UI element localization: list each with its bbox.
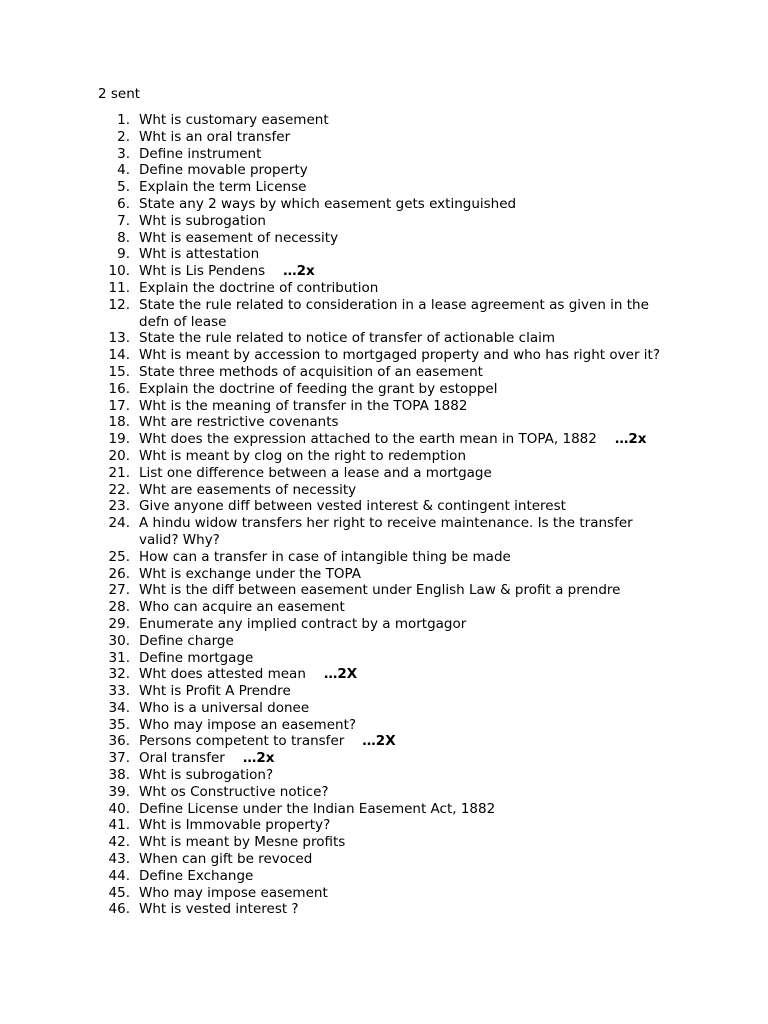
question-number: 36. xyxy=(108,733,130,750)
question-text: Define Exchange xyxy=(139,867,254,884)
question-number: 15. xyxy=(108,363,130,380)
question-text: A hindu widow transfers her right to receive maintenance. Is the transfer valid? Why? xyxy=(139,515,633,548)
question-number: 1. xyxy=(117,112,130,128)
question-number: 42. xyxy=(108,834,130,851)
question-number: 29. xyxy=(108,615,130,632)
question-number: 34. xyxy=(108,699,130,716)
question-text: Persons competent to transfer xyxy=(139,733,345,750)
question-number: 32. xyxy=(108,666,130,683)
question-text: Wht is easement of necessity xyxy=(139,229,339,246)
question-text-block xyxy=(139,549,669,566)
question-text-block xyxy=(139,381,669,398)
list-item xyxy=(0,717,768,734)
question-number: 7. xyxy=(117,212,130,229)
question-number: 5. xyxy=(117,179,130,196)
question-number: 11. xyxy=(108,279,130,296)
question-number: 30. xyxy=(108,632,130,649)
list-item xyxy=(0,263,768,280)
list-item xyxy=(0,733,768,750)
question-text-block xyxy=(139,633,669,650)
question-text-block xyxy=(139,834,669,851)
question-number: 38. xyxy=(108,767,130,784)
question-text: Wht is customary easement xyxy=(139,112,329,128)
question-number: 40. xyxy=(108,800,130,817)
question-text: State the rule related to notice of transfer of actionable claim xyxy=(139,330,555,347)
repeat-count-tag: …2x xyxy=(283,263,315,280)
question-text: Define movable property xyxy=(139,162,308,179)
question-text: Explain the term License xyxy=(139,179,307,196)
question-text-block xyxy=(139,750,669,767)
list-item xyxy=(0,398,768,415)
list-item xyxy=(0,297,768,331)
question-text: Who is a universal donee xyxy=(139,699,310,716)
question-number: 28. xyxy=(108,599,130,616)
question-text-block xyxy=(139,498,669,515)
question-text-block xyxy=(139,733,669,750)
question-text-block xyxy=(139,179,669,196)
list-item xyxy=(0,582,768,599)
question-text: Give anyone diff between vested interest & contingent interest xyxy=(139,498,566,515)
question-text: State the rule related to consideration in a lease agreement as given in the defn of lease xyxy=(139,296,649,330)
question-text-block xyxy=(139,213,669,230)
list-item xyxy=(0,515,768,549)
question-number: 43. xyxy=(108,851,130,868)
question-number: 3. xyxy=(117,145,130,162)
list-item xyxy=(0,112,768,129)
list-item xyxy=(0,666,768,683)
question-text: Wht is Immovable property? xyxy=(139,817,331,834)
list-item xyxy=(0,498,768,515)
question-number: 26. xyxy=(108,565,130,582)
list-item xyxy=(0,834,768,851)
question-text: State three methods of acquisition of an easement xyxy=(139,363,483,380)
question-text-block xyxy=(139,398,669,415)
question-number: 17. xyxy=(108,397,130,414)
list-item xyxy=(0,246,768,263)
question-list xyxy=(0,112,768,918)
question-number: 39. xyxy=(108,783,130,800)
question-number: 22. xyxy=(108,481,130,498)
list-item xyxy=(0,767,768,784)
question-number: 23. xyxy=(108,498,130,515)
question-text-block xyxy=(139,817,669,834)
question-number: 33. xyxy=(108,683,130,700)
question-text-block xyxy=(139,465,669,482)
question-number: 9. xyxy=(117,246,130,263)
question-text: Who can acquire an easement xyxy=(139,599,345,616)
list-item xyxy=(0,179,768,196)
question-text-block xyxy=(139,901,669,918)
question-text-block xyxy=(139,263,669,280)
list-item xyxy=(0,196,768,213)
list-item xyxy=(0,650,768,667)
question-text: Define charge xyxy=(139,632,234,649)
question-number: 25. xyxy=(108,548,130,565)
question-text-block xyxy=(139,801,669,818)
list-item xyxy=(0,683,768,700)
question-number: 31. xyxy=(108,649,130,666)
question-text: Wht does attested mean xyxy=(139,666,306,683)
question-text-block xyxy=(139,280,669,297)
question-text-block xyxy=(139,448,669,465)
question-text: Wht is subrogation? xyxy=(139,767,274,784)
question-text: Wht is an oral transfer xyxy=(139,128,291,145)
question-number: 41. xyxy=(108,817,130,834)
question-text-block xyxy=(139,347,669,364)
list-item xyxy=(0,230,768,247)
list-item xyxy=(0,414,768,431)
question-text-block xyxy=(139,162,669,179)
question-text-block xyxy=(139,784,669,801)
question-text: Wht does the expression attached to the earth mean in TOPA, 1882 xyxy=(139,431,597,448)
question-text-block xyxy=(139,666,669,683)
question-text-block xyxy=(139,700,669,717)
question-text-block xyxy=(139,767,669,784)
repeat-count-tag: …2X xyxy=(362,733,396,750)
question-number: 16. xyxy=(108,380,130,397)
question-text: Wht is the diff between easement under English Law & profit a prendre xyxy=(139,582,621,599)
question-text: Wht is subrogation xyxy=(139,212,266,229)
list-item xyxy=(0,801,768,818)
question-text: How can a transfer in case of intangible thing be made xyxy=(139,548,511,565)
question-text: Define License under the Indian Easement Act, 1882 xyxy=(139,800,496,817)
list-item xyxy=(0,700,768,717)
repeat-count-tag: …2x xyxy=(614,431,647,448)
question-text-block xyxy=(139,566,669,583)
question-text-block xyxy=(139,885,669,902)
question-text-block xyxy=(139,297,669,331)
question-number: 27. xyxy=(108,582,130,599)
question-number: 2. xyxy=(117,128,130,145)
question-text-block xyxy=(139,246,669,263)
question-number: 12. xyxy=(108,296,130,313)
question-text: Who may impose an easement? xyxy=(139,716,357,733)
question-text-block xyxy=(139,616,669,633)
list-item xyxy=(0,817,768,834)
question-number: 4. xyxy=(117,162,130,179)
question-number: 24. xyxy=(108,515,130,532)
question-number: 10. xyxy=(108,263,130,280)
list-item xyxy=(0,599,768,616)
question-text-block xyxy=(139,330,669,347)
list-item xyxy=(0,213,768,230)
question-number: 45. xyxy=(108,884,130,901)
question-number: 46. xyxy=(108,901,130,918)
question-text: When can gift be revoced xyxy=(139,851,313,868)
question-text-block xyxy=(139,599,669,616)
repeat-count-tag: …2X xyxy=(323,666,358,683)
question-text-block xyxy=(139,431,669,448)
question-text-block xyxy=(139,683,669,700)
question-text-block xyxy=(139,129,669,146)
question-text: Explain the doctrine of feeding the grant by estoppel xyxy=(139,380,498,397)
list-item xyxy=(0,280,768,297)
question-text-block xyxy=(139,230,669,247)
question-number: 14. xyxy=(108,347,130,364)
question-text: Define mortgage xyxy=(139,649,254,666)
question-text: Wht is exchange under the TOPA xyxy=(139,565,362,582)
list-item xyxy=(0,616,768,633)
question-text: Who may impose easement xyxy=(139,884,328,901)
question-text-block xyxy=(139,650,669,667)
question-number: 18. xyxy=(108,414,130,431)
question-text: Wht is Profit A Prendre xyxy=(139,683,291,700)
question-text: Wht are restrictive covenants xyxy=(139,414,339,431)
question-number: 13. xyxy=(108,330,130,347)
question-number: 20. xyxy=(108,447,130,464)
question-text: Wht is Lis Pendens xyxy=(139,263,266,280)
question-text: Wht is the meaning of transfer in the TOPA 1882 xyxy=(139,397,468,414)
list-item xyxy=(0,146,768,163)
list-item xyxy=(0,448,768,465)
list-item xyxy=(0,381,768,398)
question-number: 21. xyxy=(108,464,130,481)
question-text: Wht is meant by Mesne profits xyxy=(139,834,346,851)
question-text-block xyxy=(139,364,669,381)
question-text-block xyxy=(139,414,669,431)
question-text-block xyxy=(139,112,669,129)
question-text-block xyxy=(139,515,669,549)
question-text: Wht is vested interest ? xyxy=(139,901,299,918)
list-item xyxy=(0,566,768,583)
question-text: Define instrument xyxy=(139,145,262,162)
question-text: Wht is attestation xyxy=(139,246,260,263)
question-number: 35. xyxy=(108,716,130,733)
list-item xyxy=(0,465,768,482)
question-text: Oral transfer xyxy=(139,750,225,767)
question-text: Wht is meant by clog on the right to redemption xyxy=(139,447,466,464)
question-text-block xyxy=(139,482,669,499)
question-text-block xyxy=(139,868,669,885)
question-text-block xyxy=(139,717,669,734)
list-item xyxy=(0,750,768,767)
question-text: Explain the doctrine of contribution xyxy=(139,279,379,296)
question-number: 6. xyxy=(117,195,130,212)
list-item xyxy=(0,885,768,902)
list-item xyxy=(0,347,768,364)
question-text: State any 2 ways by which easement gets extinguished xyxy=(139,195,517,212)
list-item xyxy=(0,901,768,918)
question-text: Enumerate any implied contract by a mortgagor xyxy=(139,615,467,632)
question-text-block xyxy=(139,851,669,868)
question-number: 19. xyxy=(108,431,130,448)
list-item xyxy=(0,431,768,448)
repeat-count-tag: …2x xyxy=(242,750,275,767)
list-item xyxy=(0,162,768,179)
question-text-block xyxy=(139,146,669,163)
question-text-block xyxy=(139,196,669,213)
question-text: Wht are easements of necessity xyxy=(139,481,357,498)
list-item xyxy=(0,482,768,499)
question-number: 44. xyxy=(108,867,130,884)
question-text: Wht is meant by accession to mortgaged property and who has right over it? xyxy=(139,347,660,364)
list-item xyxy=(0,633,768,650)
question-number: 8. xyxy=(117,229,130,246)
list-item xyxy=(0,851,768,868)
list-item xyxy=(0,868,768,885)
list-item xyxy=(0,784,768,801)
page-heading: 2 sent xyxy=(98,86,141,102)
question-number: 37. xyxy=(108,750,130,767)
list-item xyxy=(0,330,768,347)
question-text: Wht os Constructive notice? xyxy=(139,783,329,800)
list-item xyxy=(0,549,768,566)
question-text-block xyxy=(139,582,669,599)
question-text: List one difference between a lease and a mortgage xyxy=(139,464,492,481)
list-item xyxy=(0,129,768,146)
list-item xyxy=(0,364,768,381)
